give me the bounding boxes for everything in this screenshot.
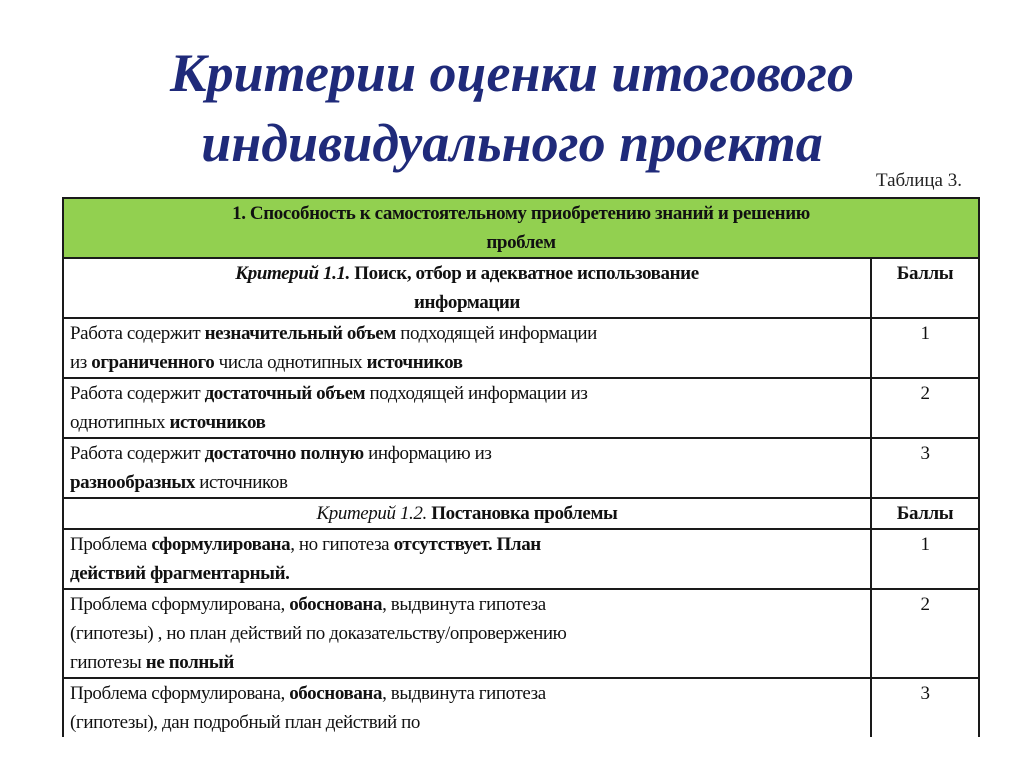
text-line <box>70 590 864 619</box>
text-segment: (гипотезы), дан подробный план действий по <box>70 712 421 733</box>
text-segment: обоснована <box>289 683 383 704</box>
text-line <box>70 408 864 437</box>
level-description <box>63 378 871 438</box>
text-segment: Проблема сформулирована, <box>70 594 290 615</box>
text-segment: информации <box>414 292 520 313</box>
level-description <box>63 529 871 589</box>
text-segment: источников <box>194 472 288 493</box>
text-segment: Постановка проблемы <box>426 503 618 524</box>
text-line <box>70 439 864 468</box>
text-segment: информацию из <box>363 443 492 464</box>
text-segment: Поиск, отбор и адекватное использование <box>349 263 699 284</box>
text-segment: Работа содержит <box>70 443 205 464</box>
text-segment: не полный <box>145 652 234 673</box>
text-line <box>70 259 864 288</box>
score-column-header: Баллы <box>871 258 979 318</box>
level-score: 3 <box>871 438 979 498</box>
criterion-level-row <box>63 438 979 498</box>
criterion-level-row <box>63 529 979 589</box>
text-line <box>70 708 864 737</box>
text-segment: источников <box>366 352 463 373</box>
section-header-line: проблем <box>486 232 556 253</box>
level-description <box>63 438 871 498</box>
text-segment: гипотезы <box>70 652 146 673</box>
text-segment: из <box>70 352 92 373</box>
text-line <box>70 468 864 497</box>
criterion-level-row <box>63 318 979 378</box>
text-segment: источников <box>169 412 266 433</box>
level-score: 2 <box>871 589 979 678</box>
text-segment: Проблема <box>70 534 152 555</box>
text-segment: числа однотипных <box>214 352 367 373</box>
text-segment: отсутствует. План <box>393 534 541 555</box>
text-line <box>70 288 864 317</box>
text-line <box>70 679 864 708</box>
section-header-row <box>63 198 979 258</box>
text-line <box>70 348 864 377</box>
criteria-table <box>62 197 980 737</box>
text-line <box>70 379 864 408</box>
score-column-header: Баллы <box>871 498 979 529</box>
slide-title-line2: индивидуального проекта <box>201 113 823 173</box>
text-segment: обоснована <box>289 594 383 615</box>
text-segment: достаточно полную <box>204 443 364 464</box>
text-segment: незначительный объем <box>204 323 396 344</box>
text-segment: , но гипотеза <box>290 534 394 555</box>
criterion-level-row <box>63 378 979 438</box>
criterion-header-row <box>63 498 979 529</box>
section-header-line: 1. Способность к самостоятельному приобретению знаний и решению <box>232 203 810 224</box>
text-segment: Проблема сформулирована, <box>70 683 290 704</box>
level-score: 1 <box>871 529 979 589</box>
text-segment: разнообразных <box>70 472 195 493</box>
text-segment: сформулирована <box>151 534 291 555</box>
text-line <box>70 619 864 648</box>
text-segment: (гипотезы) , но план действий по доказательству/опровержению <box>70 623 567 644</box>
level-score: 2 <box>871 378 979 438</box>
section-header <box>63 198 979 258</box>
text-segment: Критерий 1.2. <box>316 503 427 524</box>
text-segment: Работа содержит <box>70 323 205 344</box>
text-line <box>70 530 864 559</box>
slide-title <box>0 38 1024 178</box>
criterion-title <box>63 498 871 529</box>
criterion-header-row <box>63 258 979 318</box>
text-line <box>70 319 864 348</box>
criterion-level-row <box>63 589 979 678</box>
text-segment: однотипных <box>70 412 170 433</box>
text-segment: , выдвинута гипотеза <box>382 594 546 615</box>
text-segment: подходящей информации из <box>365 383 588 404</box>
level-description <box>63 318 871 378</box>
text-segment: ограниченного <box>91 352 215 373</box>
level-score: 1 <box>871 318 979 378</box>
text-segment: Критерий 1.1. <box>235 263 350 284</box>
text-segment: действий фрагментарный. <box>70 563 290 584</box>
criterion-level-row <box>63 678 979 737</box>
level-score: 3 <box>871 678 979 737</box>
slide-title-line1: Критерии оценки итогового <box>170 43 854 103</box>
text-line <box>70 648 864 677</box>
text-segment: Работа содержит <box>70 383 205 404</box>
criterion-title <box>63 258 871 318</box>
text-segment: , выдвинута гипотеза <box>382 683 546 704</box>
text-line <box>70 559 864 588</box>
text-segment: достаточный объем <box>204 383 366 404</box>
level-description <box>63 678 871 737</box>
text-line <box>70 499 864 528</box>
table-caption: Таблица 3. <box>875 170 962 191</box>
level-description <box>63 589 871 678</box>
text-segment: подходящей информации <box>395 323 597 344</box>
